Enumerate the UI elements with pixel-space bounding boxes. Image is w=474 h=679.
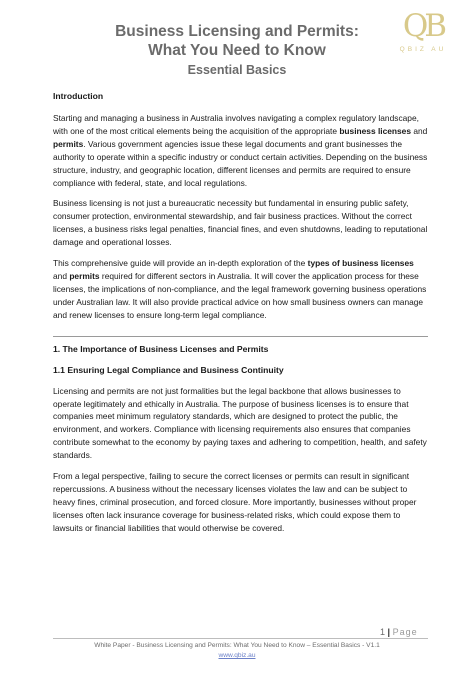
page-label: Page <box>392 627 418 637</box>
footer-rule <box>53 638 428 639</box>
footer-website-link[interactable]: www.qbiz.au <box>218 652 256 659</box>
intro-p1-bold-licenses: business licenses <box>339 125 412 136</box>
footer-caption: White Paper - Business Licensing and Permits: What You Need to Know – Essential Basics - V1.1 <box>94 642 380 649</box>
logo-mark: QB <box>402 8 444 44</box>
logo-text: QBIZ AU <box>399 46 447 53</box>
intro-paragraph-2: Business licensing is not just a bureaucratic necessity but fundamental in ensuring public safety, consumer protection, environmental stewardship, and fair business practices. Without the correct licenses, a business risks legal penalties, financial fines, and even shutdowns, leading to reputational damage and operational losses. <box>53 198 428 248</box>
page-title-line-2: What You Need to Know <box>148 42 326 59</box>
footer <box>0 641 474 661</box>
intro-p3-text-a: This comprehensive guide will provide an in-depth exploration of the <box>53 258 308 269</box>
page-number-value: 1 <box>380 627 386 637</box>
section-1-1-paragraph-1: Licensing and permits are not just formalities but the legal backbone that allows businesses to operate legitimately and ethically in Australia. The purpose of business licenses is to ensure that companies meet minimum regulatory standards, which are designed to protect the public, the environment, and workers. Compliance with licensing requirements also ensures that companies contribute somewhat to the economy by paying taxes and adhering to competition, health, and safety standards. <box>53 385 427 461</box>
document-content <box>53 90 428 543</box>
page-number <box>380 627 418 637</box>
section-1-1-paragraph-2: From a legal perspective, failing to secure the correct licenses or permits can result in significant repercussions. A business without the necessary licenses violates the law and can be subject to heavy fines, criminal prosecution, and forced closure. More importantly, businesses without proper licenses often lack insurance coverage for business-related risks, which could expose them to lawsuits or financial liabilities that would otherwise be covered. <box>53 471 417 533</box>
page-title-line-1: Business Licensing and Permits: <box>115 23 359 40</box>
intro-p1-text-c: and <box>411 125 428 136</box>
intro-p1-bold-permits: permits <box>53 138 84 149</box>
intro-heading: Introduction <box>53 91 104 101</box>
intro-p3-text-c: and <box>53 270 70 281</box>
section-1-heading: 1. The Importance of Business Licenses and Permits <box>53 343 269 354</box>
page-number-pipe: | <box>387 627 391 637</box>
intro-p3-bold-permits: permits <box>69 270 100 281</box>
intro-p3-text-d: required for different sectors in Australia. It will cover the application process for these licenses, the implications of non-compliance, and the legal framework governing business operations under Australian law. It will also provide practical advice on how small business owners can manage and renew licenses to ensure long-term legal compliance. <box>53 270 427 320</box>
section-divider <box>53 336 428 337</box>
intro-paragraph-1 <box>53 112 428 189</box>
qbiz-logo <box>393 8 453 60</box>
intro-paragraph-3 <box>53 257 428 322</box>
section-1-1-heading: 1.1 Ensuring Legal Compliance and Business Continuity <box>53 364 284 375</box>
intro-p3-bold-types: types of business licenses <box>307 258 414 269</box>
intro-p1-text-d: . Various government agencies issue these legal documents and grant businesses the authority to operate within a specific industry or conduct certain activities. Depending on the business structure, industry, and geographic location, different licenses and permits are required to ensure compliance with federal, state, and local regulations. <box>53 138 428 188</box>
intro-p1-text-a: Starting and managing a business in Australia involves navigating a complex regulatory landscape, with one of the most critical elements being the acquisition of the appropriate <box>53 113 419 136</box>
page-subtitle: Essential Basics <box>187 63 287 77</box>
